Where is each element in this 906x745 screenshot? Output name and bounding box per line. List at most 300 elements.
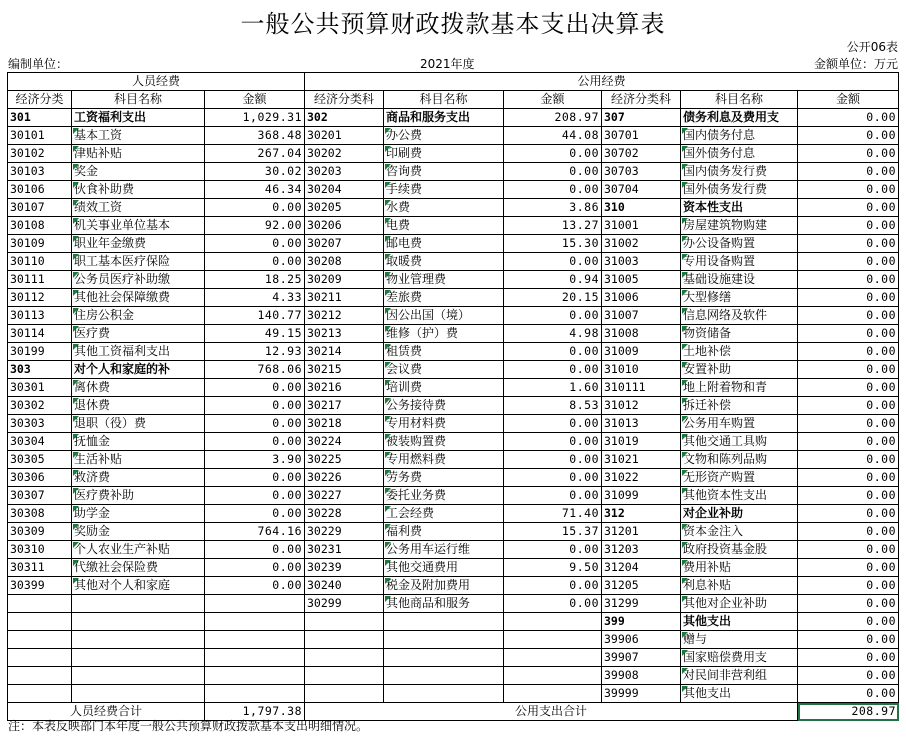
cell-amount[interactable]: 0.00 bbox=[504, 307, 602, 325]
cell-code[interactable]: 30702 bbox=[602, 145, 681, 163]
cell-code[interactable]: 31010 bbox=[602, 361, 681, 379]
cell-code[interactable]: 30199 bbox=[8, 343, 72, 361]
cell-amount[interactable]: 0.00 bbox=[205, 469, 305, 487]
cell-amount[interactable]: 0.00 bbox=[205, 415, 305, 433]
cell-code[interactable]: 30108 bbox=[8, 217, 72, 235]
cell-name[interactable]: 工会经费 bbox=[384, 505, 504, 523]
public-total[interactable]: 208.97 bbox=[798, 703, 899, 721]
cell-name[interactable]: 被装购置费 bbox=[384, 433, 504, 451]
cell-name[interactable]: 其他支出 bbox=[681, 613, 798, 631]
cell-code[interactable]: 30299 bbox=[305, 595, 384, 613]
cell-name[interactable]: 国内债务付息 bbox=[681, 127, 798, 145]
cell-name[interactable]: 对民间非营利组 bbox=[681, 667, 798, 685]
cell-code[interactable]: 30109 bbox=[8, 235, 72, 253]
cell-name[interactable]: 租赁费 bbox=[384, 343, 504, 361]
cell-name[interactable]: 利息补贴 bbox=[681, 577, 798, 595]
cell-name[interactable]: 税金及附加费用 bbox=[384, 577, 504, 595]
cell-name[interactable]: 公务接待费 bbox=[384, 397, 504, 415]
cell-name[interactable]: 委托业务费 bbox=[384, 487, 504, 505]
cell-name[interactable]: 公务用车购置 bbox=[681, 415, 798, 433]
cell-name[interactable] bbox=[384, 631, 504, 649]
cell-amount[interactable]: 0.00 bbox=[504, 415, 602, 433]
cell-code[interactable]: 30303 bbox=[8, 415, 72, 433]
cell-code[interactable]: 30302 bbox=[8, 397, 72, 415]
cell-code[interactable]: 30306 bbox=[8, 469, 72, 487]
cell-code[interactable]: 30228 bbox=[305, 505, 384, 523]
col-name-public-2[interactable]: 科目名称 bbox=[681, 91, 798, 109]
cell-code[interactable]: 30216 bbox=[305, 379, 384, 397]
cell-name[interactable]: 国家赔偿费用支 bbox=[681, 649, 798, 667]
cell-name[interactable]: 对企业补助 bbox=[681, 505, 798, 523]
cell-code[interactable]: 30211 bbox=[305, 289, 384, 307]
cell-code[interactable]: 30310 bbox=[8, 541, 72, 559]
cell-code[interactable]: 31002 bbox=[602, 235, 681, 253]
cell-name[interactable]: 专用材料费 bbox=[384, 415, 504, 433]
cell-amount[interactable]: 0.00 bbox=[798, 487, 899, 505]
cell-amount[interactable]: 0.00 bbox=[504, 163, 602, 181]
cell-code[interactable]: 31001 bbox=[602, 217, 681, 235]
cell-amount[interactable]: 0.00 bbox=[798, 379, 899, 397]
cell-code[interactable]: 30308 bbox=[8, 505, 72, 523]
cell-name[interactable]: 信息网络及软件 bbox=[681, 307, 798, 325]
cell-code[interactable] bbox=[8, 595, 72, 613]
cell-code[interactable]: 31021 bbox=[602, 451, 681, 469]
cell-amount[interactable] bbox=[205, 667, 305, 685]
cell-amount[interactable]: 4.98 bbox=[504, 325, 602, 343]
cell-name[interactable]: 退休费 bbox=[72, 397, 205, 415]
cell-amount[interactable]: 0.00 bbox=[798, 325, 899, 343]
cell-amount[interactable]: 0.00 bbox=[205, 559, 305, 577]
cell-name[interactable] bbox=[384, 649, 504, 667]
cell-name[interactable]: 咨询费 bbox=[384, 163, 504, 181]
cell-code[interactable]: 30217 bbox=[305, 397, 384, 415]
cell-code[interactable]: 30704 bbox=[602, 181, 681, 199]
cell-name[interactable]: 专用燃料费 bbox=[384, 451, 504, 469]
cell-code[interactable]: 30110 bbox=[8, 253, 72, 271]
cell-amount[interactable]: 0.00 bbox=[798, 523, 899, 541]
cell-code[interactable] bbox=[8, 613, 72, 631]
cell-name[interactable]: 国外债务发行费 bbox=[681, 181, 798, 199]
cell-name[interactable] bbox=[72, 595, 205, 613]
cell-code[interactable]: 39907 bbox=[602, 649, 681, 667]
cell-code[interactable]: 30201 bbox=[305, 127, 384, 145]
cell-amount[interactable]: 0.00 bbox=[798, 559, 899, 577]
cell-amount[interactable]: 0.00 bbox=[205, 199, 305, 217]
cell-amount[interactable]: 0.00 bbox=[798, 163, 899, 181]
cell-amount[interactable]: 0.00 bbox=[798, 361, 899, 379]
cell-name[interactable]: 奖励金 bbox=[72, 523, 205, 541]
cell-name[interactable]: 差旅费 bbox=[384, 289, 504, 307]
cell-amount[interactable]: 12.93 bbox=[205, 343, 305, 361]
cell-code[interactable]: 310111 bbox=[602, 379, 681, 397]
cell-amount[interactable]: 0.00 bbox=[798, 199, 899, 217]
cell-name[interactable]: 其他对个人和家庭 bbox=[72, 577, 205, 595]
cell-name[interactable]: 物资储备 bbox=[681, 325, 798, 343]
col-amount-public[interactable]: 金额 bbox=[504, 91, 602, 109]
cell-name[interactable]: 伙食补助费 bbox=[72, 181, 205, 199]
cell-amount[interactable]: 0.00 bbox=[798, 451, 899, 469]
cell-name[interactable]: 土地补偿 bbox=[681, 343, 798, 361]
cell-amount[interactable]: 0.00 bbox=[798, 235, 899, 253]
cell-code[interactable]: 31007 bbox=[602, 307, 681, 325]
cell-code[interactable]: 30301 bbox=[8, 379, 72, 397]
cell-code[interactable]: 31022 bbox=[602, 469, 681, 487]
cell-amount[interactable]: 0.00 bbox=[504, 451, 602, 469]
col-name-personnel[interactable]: 科目名称 bbox=[72, 91, 205, 109]
cell-code[interactable]: 30701 bbox=[602, 127, 681, 145]
cell-code[interactable]: 30309 bbox=[8, 523, 72, 541]
cell-name[interactable]: 电费 bbox=[384, 217, 504, 235]
cell-amount[interactable]: 92.00 bbox=[205, 217, 305, 235]
cell-code[interactable]: 30703 bbox=[602, 163, 681, 181]
cell-name[interactable]: 机关事业单位基本 bbox=[72, 217, 205, 235]
cell-name[interactable]: 取暖费 bbox=[384, 253, 504, 271]
cell-amount[interactable]: 0.00 bbox=[798, 613, 899, 631]
cell-code[interactable]: 30224 bbox=[305, 433, 384, 451]
cell-code[interactable] bbox=[305, 649, 384, 667]
cell-name[interactable]: 拆迁补偿 bbox=[681, 397, 798, 415]
cell-code[interactable]: 301 bbox=[8, 109, 72, 127]
public-header[interactable]: 公用经费 bbox=[305, 73, 899, 91]
cell-code[interactable]: 30114 bbox=[8, 325, 72, 343]
cell-amount[interactable]: 0.00 bbox=[504, 469, 602, 487]
cell-name[interactable]: 资本性支出 bbox=[681, 199, 798, 217]
cell-amount[interactable]: 0.00 bbox=[504, 343, 602, 361]
cell-amount[interactable]: 0.00 bbox=[205, 397, 305, 415]
cell-amount[interactable] bbox=[205, 685, 305, 703]
cell-name[interactable]: 工资福利支出 bbox=[72, 109, 205, 127]
cell-code[interactable] bbox=[8, 649, 72, 667]
cell-code[interactable]: 30208 bbox=[305, 253, 384, 271]
cell-code[interactable]: 31205 bbox=[602, 577, 681, 595]
cell-code[interactable] bbox=[305, 667, 384, 685]
cell-code[interactable]: 31009 bbox=[602, 343, 681, 361]
cell-code[interactable]: 30101 bbox=[8, 127, 72, 145]
cell-amount[interactable]: 0.00 bbox=[205, 253, 305, 271]
cell-amount[interactable]: 0.00 bbox=[798, 685, 899, 703]
cell-name[interactable]: 职业年金缴费 bbox=[72, 235, 205, 253]
cell-code[interactable]: 399 bbox=[602, 613, 681, 631]
cell-amount[interactable]: 0.00 bbox=[798, 541, 899, 559]
cell-amount[interactable] bbox=[205, 649, 305, 667]
cell-name[interactable] bbox=[384, 685, 504, 703]
cell-code[interactable]: 30231 bbox=[305, 541, 384, 559]
cell-code[interactable]: 30206 bbox=[305, 217, 384, 235]
cell-amount[interactable]: 208.97 bbox=[504, 109, 602, 127]
cell-name[interactable]: 办公费 bbox=[384, 127, 504, 145]
cell-amount[interactable]: 0.00 bbox=[205, 487, 305, 505]
cell-code[interactable]: 30215 bbox=[305, 361, 384, 379]
cell-name[interactable]: 国内债务发行费 bbox=[681, 163, 798, 181]
cell-name[interactable]: 救济费 bbox=[72, 469, 205, 487]
cell-code[interactable]: 30207 bbox=[305, 235, 384, 253]
cell-amount[interactable]: 0.00 bbox=[504, 487, 602, 505]
cell-amount[interactable]: 0.00 bbox=[504, 361, 602, 379]
cell-name[interactable]: 助学金 bbox=[72, 505, 205, 523]
cell-code[interactable]: 31003 bbox=[602, 253, 681, 271]
cell-code[interactable]: 30218 bbox=[305, 415, 384, 433]
personnel-header[interactable]: 人员经费 bbox=[8, 73, 305, 91]
cell-amount[interactable]: 0.00 bbox=[798, 631, 899, 649]
cell-code[interactable] bbox=[305, 631, 384, 649]
cell-name[interactable]: 因公出国（境） bbox=[384, 307, 504, 325]
cell-name[interactable] bbox=[384, 613, 504, 631]
cell-code[interactable]: 30225 bbox=[305, 451, 384, 469]
cell-code[interactable] bbox=[8, 685, 72, 703]
cell-name[interactable]: 生活补贴 bbox=[72, 451, 205, 469]
cell-code[interactable]: 30212 bbox=[305, 307, 384, 325]
cell-name[interactable]: 住房公积金 bbox=[72, 307, 205, 325]
cell-code[interactable]: 30204 bbox=[305, 181, 384, 199]
cell-amount[interactable]: 0.00 bbox=[205, 577, 305, 595]
cell-amount[interactable]: 0.00 bbox=[798, 127, 899, 145]
cell-amount[interactable]: 4.33 bbox=[205, 289, 305, 307]
cell-amount[interactable]: 0.00 bbox=[798, 181, 899, 199]
cell-name[interactable]: 代缴社会保险费 bbox=[72, 559, 205, 577]
public-total-label[interactable]: 公用支出合计 bbox=[305, 703, 798, 721]
cell-name[interactable]: 其他工资福利支出 bbox=[72, 343, 205, 361]
cell-name[interactable]: 办公设备购置 bbox=[681, 235, 798, 253]
cell-name[interactable]: 房屋建筑物购建 bbox=[681, 217, 798, 235]
cell-amount[interactable]: 0.00 bbox=[798, 415, 899, 433]
cell-name[interactable] bbox=[72, 613, 205, 631]
cell-amount[interactable]: 0.00 bbox=[504, 181, 602, 199]
cell-code[interactable]: 31299 bbox=[602, 595, 681, 613]
cell-code[interactable]: 30106 bbox=[8, 181, 72, 199]
cell-name[interactable] bbox=[72, 649, 205, 667]
cell-name[interactable]: 退职（役）费 bbox=[72, 415, 205, 433]
cell-code[interactable]: 302 bbox=[305, 109, 384, 127]
personnel-total[interactable]: 1,797.38 bbox=[205, 703, 305, 721]
cell-name[interactable]: 印刷费 bbox=[384, 145, 504, 163]
cell-name[interactable]: 公务用车运行维 bbox=[384, 541, 504, 559]
cell-name[interactable]: 资本金注入 bbox=[681, 523, 798, 541]
cell-amount[interactable]: 0.00 bbox=[205, 433, 305, 451]
cell-name[interactable]: 大型修缮 bbox=[681, 289, 798, 307]
col-code-public-2[interactable]: 经济分类科 bbox=[602, 91, 681, 109]
cell-amount[interactable]: 8.53 bbox=[504, 397, 602, 415]
cell-amount[interactable]: 0.00 bbox=[798, 145, 899, 163]
cell-code[interactable]: 30205 bbox=[305, 199, 384, 217]
cell-amount[interactable] bbox=[504, 613, 602, 631]
cell-code[interactable] bbox=[305, 685, 384, 703]
cell-code[interactable] bbox=[305, 613, 384, 631]
cell-code[interactable]: 31204 bbox=[602, 559, 681, 577]
cell-code[interactable]: 30229 bbox=[305, 523, 384, 541]
personnel-total-label[interactable]: 人员经费合计 bbox=[8, 703, 205, 721]
cell-code[interactable]: 30102 bbox=[8, 145, 72, 163]
cell-amount[interactable]: 15.30 bbox=[504, 235, 602, 253]
cell-name[interactable]: 商品和服务支出 bbox=[384, 109, 504, 127]
cell-amount[interactable]: 0.00 bbox=[798, 397, 899, 415]
cell-amount[interactable]: 30.02 bbox=[205, 163, 305, 181]
cell-name[interactable]: 国外债务付息 bbox=[681, 145, 798, 163]
cell-amount[interactable]: 0.00 bbox=[798, 307, 899, 325]
cell-name[interactable]: 培训费 bbox=[384, 379, 504, 397]
cell-name[interactable]: 邮电费 bbox=[384, 235, 504, 253]
cell-code[interactable]: 30311 bbox=[8, 559, 72, 577]
cell-code[interactable]: 30103 bbox=[8, 163, 72, 181]
cell-name[interactable]: 其他资本性支出 bbox=[681, 487, 798, 505]
cell-amount[interactable]: 0.00 bbox=[504, 145, 602, 163]
cell-amount[interactable] bbox=[504, 685, 602, 703]
cell-amount[interactable] bbox=[504, 631, 602, 649]
cell-amount[interactable]: 0.00 bbox=[205, 541, 305, 559]
cell-code[interactable]: 303 bbox=[8, 361, 72, 379]
cell-code[interactable]: 31201 bbox=[602, 523, 681, 541]
cell-amount[interactable]: 18.25 bbox=[205, 271, 305, 289]
cell-name[interactable]: 赠与 bbox=[681, 631, 798, 649]
cell-name[interactable]: 其他对企业补助 bbox=[681, 595, 798, 613]
cell-amount[interactable]: 0.00 bbox=[798, 433, 899, 451]
cell-name[interactable]: 安置补助 bbox=[681, 361, 798, 379]
cell-amount[interactable]: 15.37 bbox=[504, 523, 602, 541]
cell-code[interactable]: 30240 bbox=[305, 577, 384, 595]
cell-amount[interactable]: 0.00 bbox=[798, 109, 899, 127]
col-amount-personnel[interactable]: 金额 bbox=[205, 91, 305, 109]
cell-amount[interactable]: 0.00 bbox=[798, 217, 899, 235]
cell-code[interactable]: 30209 bbox=[305, 271, 384, 289]
cell-name[interactable]: 手续费 bbox=[384, 181, 504, 199]
cell-amount[interactable] bbox=[205, 595, 305, 613]
cell-name[interactable] bbox=[384, 667, 504, 685]
cell-name[interactable]: 维修（护）费 bbox=[384, 325, 504, 343]
cell-code[interactable]: 30227 bbox=[305, 487, 384, 505]
cell-code[interactable]: 30213 bbox=[305, 325, 384, 343]
cell-code[interactable]: 31005 bbox=[602, 271, 681, 289]
cell-amount[interactable]: 140.77 bbox=[205, 307, 305, 325]
cell-amount[interactable]: 13.27 bbox=[504, 217, 602, 235]
cell-name[interactable]: 公务员医疗补助缴 bbox=[72, 271, 205, 289]
cell-amount[interactable]: 3.90 bbox=[205, 451, 305, 469]
cell-amount[interactable]: 0.00 bbox=[798, 343, 899, 361]
cell-amount[interactable]: 9.50 bbox=[504, 559, 602, 577]
cell-name[interactable]: 对个人和家庭的补 bbox=[72, 361, 205, 379]
cell-amount[interactable]: 0.00 bbox=[798, 271, 899, 289]
cell-amount[interactable]: 267.04 bbox=[205, 145, 305, 163]
cell-code[interactable]: 312 bbox=[602, 505, 681, 523]
cell-name[interactable] bbox=[72, 631, 205, 649]
cell-amount[interactable]: 44.08 bbox=[504, 127, 602, 145]
cell-name[interactable]: 会议费 bbox=[384, 361, 504, 379]
cell-name[interactable]: 绩效工资 bbox=[72, 199, 205, 217]
cell-amount[interactable]: 46.34 bbox=[205, 181, 305, 199]
cell-name[interactable]: 其他商品和服务 bbox=[384, 595, 504, 613]
cell-name[interactable]: 个人农业生产补贴 bbox=[72, 541, 205, 559]
cell-code[interactable]: 30239 bbox=[305, 559, 384, 577]
cell-amount[interactable]: 0.00 bbox=[798, 577, 899, 595]
cell-code[interactable]: 39906 bbox=[602, 631, 681, 649]
cell-name[interactable]: 其他交通费用 bbox=[384, 559, 504, 577]
cell-name[interactable]: 奖金 bbox=[72, 163, 205, 181]
cell-amount[interactable]: 0.94 bbox=[504, 271, 602, 289]
cell-amount[interactable] bbox=[205, 613, 305, 631]
col-name-public[interactable]: 科目名称 bbox=[384, 91, 504, 109]
cell-amount[interactable]: 0.00 bbox=[504, 577, 602, 595]
cell-name[interactable] bbox=[72, 667, 205, 685]
cell-code[interactable]: 30305 bbox=[8, 451, 72, 469]
cell-amount[interactable]: 0.00 bbox=[798, 469, 899, 487]
cell-code[interactable]: 31012 bbox=[602, 397, 681, 415]
cell-code[interactable]: 30226 bbox=[305, 469, 384, 487]
cell-code[interactable]: 310 bbox=[602, 199, 681, 217]
cell-code[interactable]: 30111 bbox=[8, 271, 72, 289]
cell-name[interactable]: 其他交通工具购 bbox=[681, 433, 798, 451]
cell-amount[interactable]: 0.00 bbox=[205, 379, 305, 397]
cell-code[interactable]: 307 bbox=[602, 109, 681, 127]
cell-code[interactable]: 31019 bbox=[602, 433, 681, 451]
cell-code[interactable]: 30202 bbox=[305, 145, 384, 163]
cell-code[interactable]: 31013 bbox=[602, 415, 681, 433]
cell-amount[interactable] bbox=[504, 667, 602, 685]
cell-amount[interactable]: 764.16 bbox=[205, 523, 305, 541]
cell-name[interactable]: 无形资产购置 bbox=[681, 469, 798, 487]
cell-name[interactable]: 地上附着物和青 bbox=[681, 379, 798, 397]
cell-name[interactable]: 职工基本医疗保险 bbox=[72, 253, 205, 271]
cell-name[interactable]: 医疗费 bbox=[72, 325, 205, 343]
cell-code[interactable]: 31008 bbox=[602, 325, 681, 343]
cell-amount[interactable]: 0.00 bbox=[504, 253, 602, 271]
cell-amount[interactable]: 1,029.31 bbox=[205, 109, 305, 127]
cell-name[interactable]: 文物和陈列品购 bbox=[681, 451, 798, 469]
cell-name[interactable]: 专用设备购置 bbox=[681, 253, 798, 271]
cell-amount[interactable]: 368.48 bbox=[205, 127, 305, 145]
cell-amount[interactable]: 1.60 bbox=[504, 379, 602, 397]
cell-amount[interactable]: 0.00 bbox=[205, 235, 305, 253]
cell-amount[interactable]: 71.40 bbox=[504, 505, 602, 523]
col-amount-public-2[interactable]: 金额 bbox=[798, 91, 899, 109]
cell-amount[interactable]: 0.00 bbox=[798, 595, 899, 613]
cell-code[interactable]: 39999 bbox=[602, 685, 681, 703]
cell-code[interactable]: 30399 bbox=[8, 577, 72, 595]
cell-name[interactable]: 津贴补贴 bbox=[72, 145, 205, 163]
cell-code[interactable]: 30112 bbox=[8, 289, 72, 307]
cell-amount[interactable]: 0.00 bbox=[504, 541, 602, 559]
cell-code[interactable] bbox=[8, 631, 72, 649]
cell-amount[interactable]: 0.00 bbox=[798, 253, 899, 271]
cell-name[interactable] bbox=[72, 685, 205, 703]
cell-code[interactable]: 31006 bbox=[602, 289, 681, 307]
col-code-public[interactable]: 经济分类科 bbox=[305, 91, 384, 109]
cell-amount[interactable]: 0.00 bbox=[504, 595, 602, 613]
cell-name[interactable]: 水费 bbox=[384, 199, 504, 217]
col-code-personnel[interactable]: 经济分类 bbox=[8, 91, 72, 109]
cell-code[interactable]: 30214 bbox=[305, 343, 384, 361]
cell-amount[interactable]: 0.00 bbox=[798, 289, 899, 307]
cell-name[interactable]: 债务利息及费用支 bbox=[681, 109, 798, 127]
cell-name[interactable]: 其他社会保障缴费 bbox=[72, 289, 205, 307]
cell-name[interactable]: 政府投资基金股 bbox=[681, 541, 798, 559]
cell-amount[interactable]: 20.15 bbox=[504, 289, 602, 307]
cell-amount[interactable]: 768.06 bbox=[205, 361, 305, 379]
cell-name[interactable]: 物业管理费 bbox=[384, 271, 504, 289]
cell-code[interactable]: 31099 bbox=[602, 487, 681, 505]
cell-name[interactable]: 费用补贴 bbox=[681, 559, 798, 577]
cell-name[interactable]: 基本工资 bbox=[72, 127, 205, 145]
cell-code[interactable]: 30304 bbox=[8, 433, 72, 451]
cell-code[interactable]: 30203 bbox=[305, 163, 384, 181]
cell-code[interactable] bbox=[8, 667, 72, 685]
cell-amount[interactable] bbox=[205, 631, 305, 649]
cell-name[interactable]: 其他支出 bbox=[681, 685, 798, 703]
cell-code[interactable]: 30307 bbox=[8, 487, 72, 505]
cell-amount[interactable]: 49.15 bbox=[205, 325, 305, 343]
cell-code[interactable]: 30107 bbox=[8, 199, 72, 217]
cell-amount[interactable]: 0.00 bbox=[798, 667, 899, 685]
cell-name[interactable]: 离休费 bbox=[72, 379, 205, 397]
cell-amount[interactable]: 0.00 bbox=[798, 649, 899, 667]
cell-amount[interactable] bbox=[504, 649, 602, 667]
